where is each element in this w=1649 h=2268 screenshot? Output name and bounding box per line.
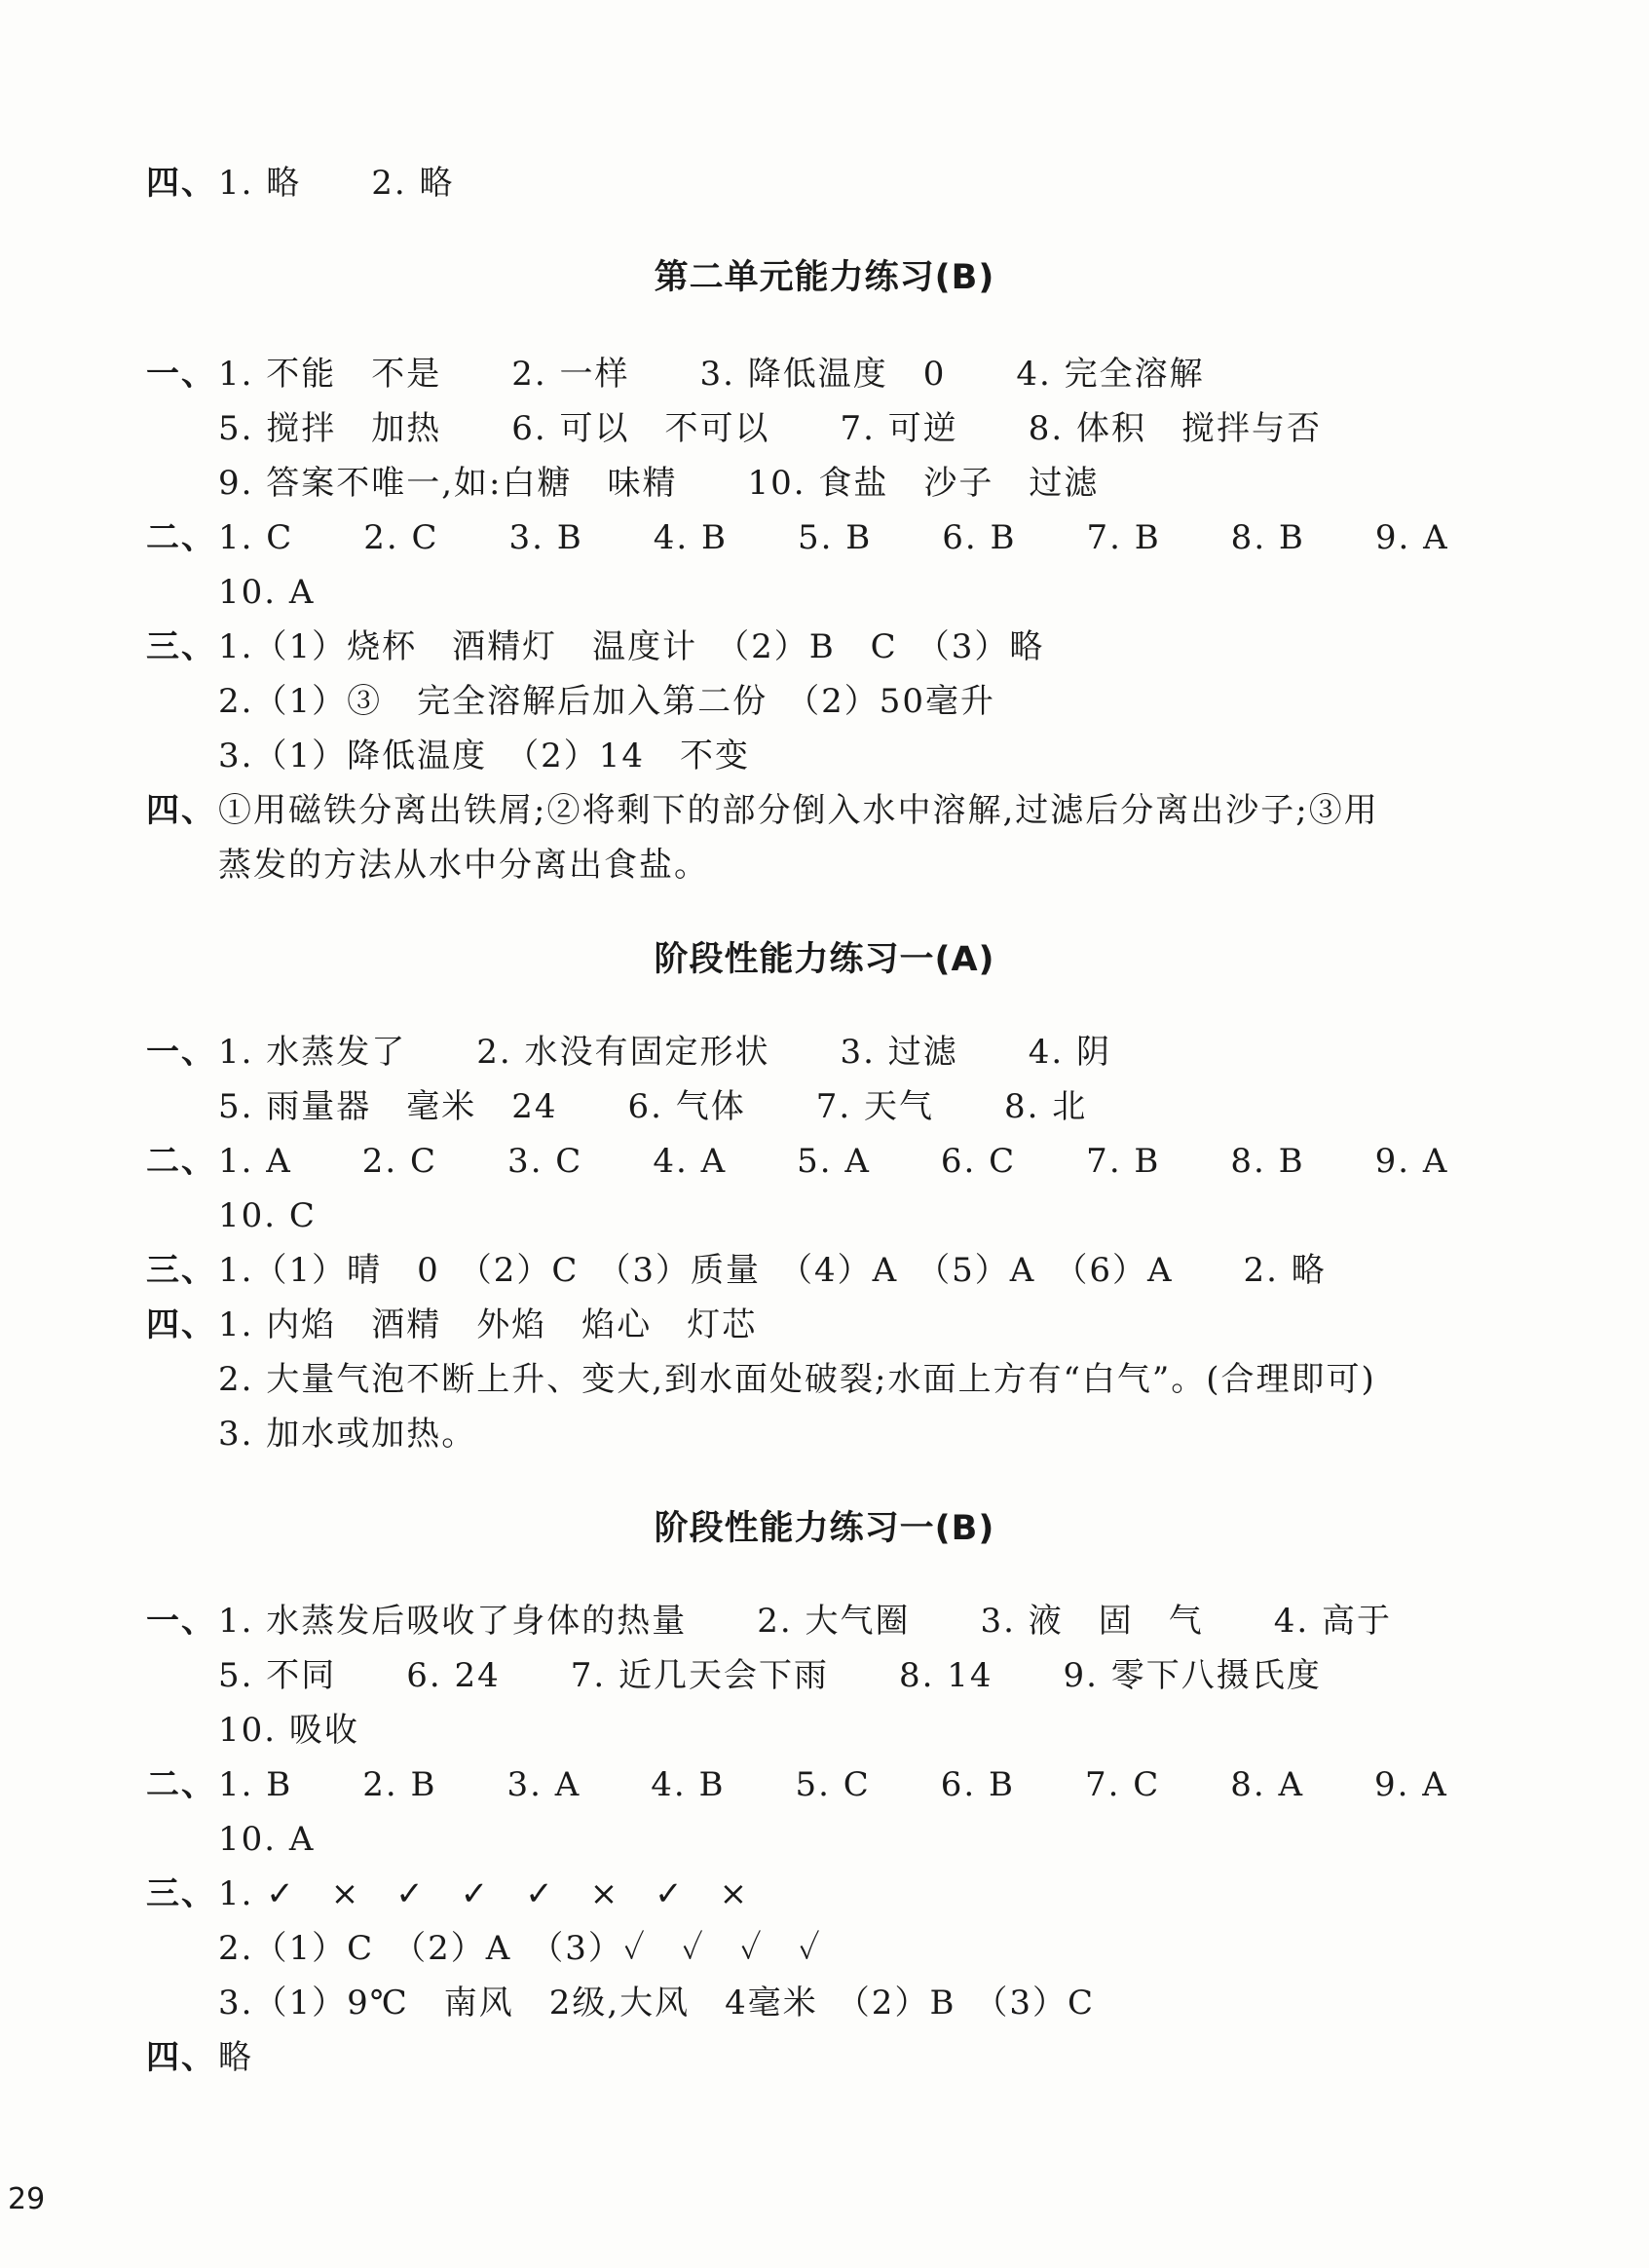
question-number: 三、 xyxy=(146,1251,216,1290)
answer-text: 1. 略 2. 略 xyxy=(218,164,455,203)
answer-text: 2. 大量气泡不断上升、变大,到水面处破裂;水面上方有“白气”。(合理即可) xyxy=(218,1360,1376,1399)
section-title-stage1b: 阶段性能力练习一(B) xyxy=(654,1509,995,1548)
answer-text: 2.（1）C （2）A （3）✓ ✓ ✓ ✓ xyxy=(218,1929,822,1968)
answer-text: 1. ✓ × ✓ ✓ ✓ × ✓ × xyxy=(218,1874,750,1913)
part1-q4 xyxy=(0,162,455,333)
answer-text: 1. 水蒸发后吸收了身体的热量 2. 大气圈 3. 液 固 气 4. 高于 xyxy=(218,1602,1392,1641)
answer-text: 3. 加水或加热。 xyxy=(218,1415,477,1454)
question-number: 三、 xyxy=(146,627,216,666)
question-number: 四、 xyxy=(146,791,216,830)
answer-text: 5. 雨量器 毫米 24 6. 气体 7. 天气 8. 北 xyxy=(218,1087,1088,1126)
answer-text: 1. 内焰 酒精 外焰 焰心 灯芯 xyxy=(218,1305,758,1344)
question-number: 一、 xyxy=(146,1033,216,1072)
answer-text: 1. C 2. C 3. B 4. B 5. B 6. B 7. B 8. B 9. A xyxy=(218,518,1449,557)
question-number: 一、 xyxy=(146,355,216,394)
answer-text: 1. A 2. C 3. C 4. A 5. A 6. C 7. B 8. B 9. A xyxy=(218,1142,1449,1181)
question-number: 二、 xyxy=(146,1142,216,1181)
answer-text: 3.（1）降低温度 （2）14 不变 xyxy=(218,737,750,775)
answer-text: 9. 答案不唯一,如:白糖 味精 10. 食盐 沙子 过滤 xyxy=(218,464,1100,503)
answer-text: 10. A xyxy=(218,1820,316,1859)
answer-text: 10. C xyxy=(218,1196,317,1235)
question-number: 四、 xyxy=(146,164,216,203)
answer-text: 10. A xyxy=(218,573,316,612)
question-number: 三、 xyxy=(146,1874,216,1913)
answer-text: ①用磁铁分离出铁屑;②将剩下的部分倒入水中溶解,过滤后分离出沙子;③用 xyxy=(218,791,1379,830)
answer-text: 10. 吸收 xyxy=(218,1711,359,1750)
answer-text: 略 xyxy=(218,2038,253,2077)
section-title-unit2b: 第二单元能力练习(B) xyxy=(654,258,995,297)
section-title-stage1a: 阶段性能力练习一(A) xyxy=(654,940,995,979)
answer-text: 1. B 2. B 3. A 4. B 5. C 6. B 7. C 8. A 9. A xyxy=(218,1765,1448,1804)
question-number: 一、 xyxy=(146,1602,216,1641)
question-number: 四、 xyxy=(146,2038,216,2077)
answer-text: 2.（1）③ 完全溶解后加入第二份 （2）50毫升 xyxy=(218,682,995,721)
answer-text: 5. 搅拌 加热 6. 可以 不可以 7. 可逆 8. 体积 搅拌与否 xyxy=(218,409,1322,448)
page-number: 29 xyxy=(8,2182,46,2216)
answer-text: 1. 不能 不是 2. 一样 3. 降低温度 0 4. 完全溶解 xyxy=(218,355,1205,394)
question-number: 四、 xyxy=(146,1305,216,1344)
answer-text: 1.（1）晴 0 （2）C （3）质量 （4）A （5）A （6）A 2. 略 xyxy=(218,1251,1327,1290)
answer-text: 蒸发的方法从水中分离出食盐。 xyxy=(218,846,709,885)
answer-text: 5. 不同 6. 24 7. 近几天会下雨 8. 14 9. 零下八摄氏度 xyxy=(218,1656,1322,1695)
answer-text: 1.（1）烧杯 酒精灯 温度计 （2）B C （3）略 xyxy=(218,627,1045,666)
question-number: 二、 xyxy=(146,518,216,557)
answer-text: 3.（1）9℃ 南风 2级,大风 4毫米 （2）B （3）C xyxy=(218,1984,1096,2022)
question-number: 二、 xyxy=(146,1765,216,1804)
answer-text: 1. 水蒸发了 2. 水没有固定形状 3. 过滤 4. 阴 xyxy=(218,1033,1111,1072)
